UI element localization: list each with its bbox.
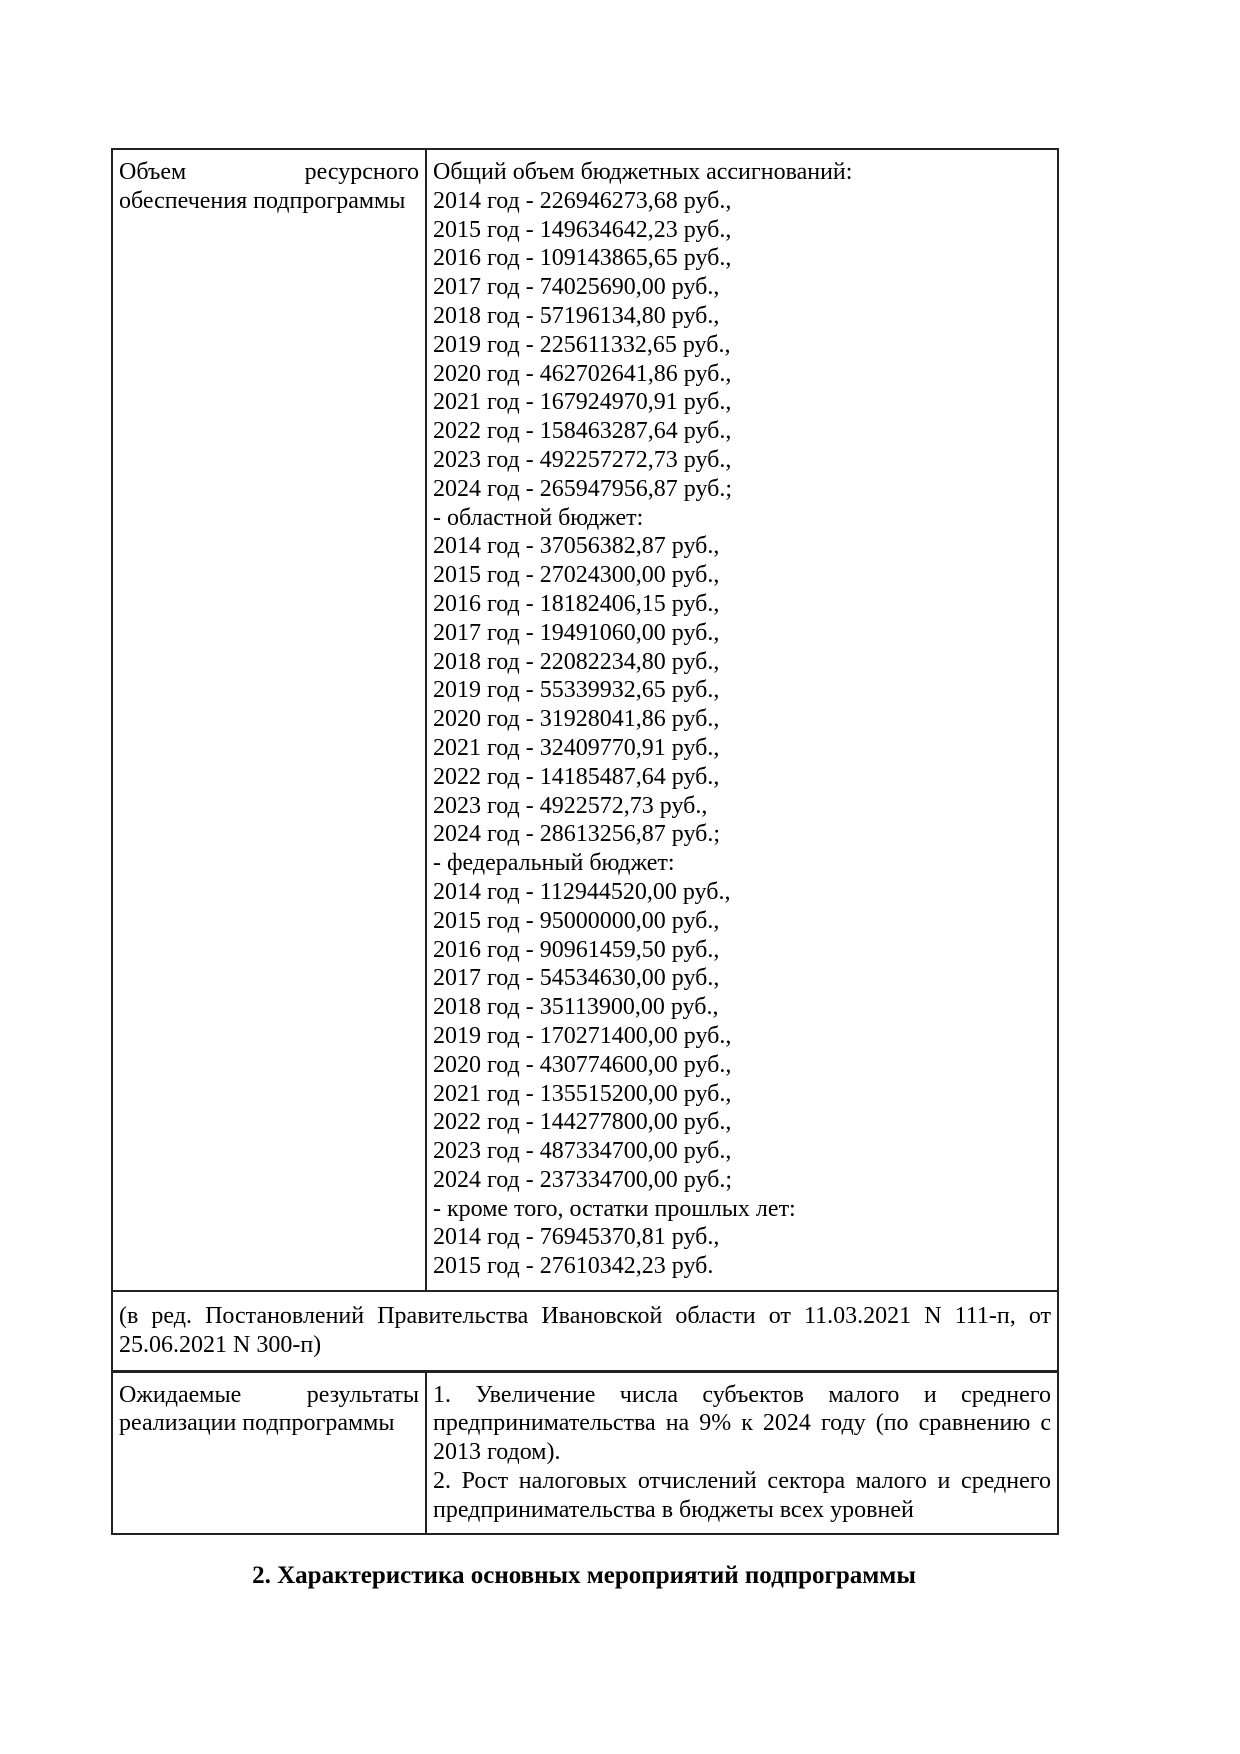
text-line: 2023 год - 487334700,00 руб., — [433, 1138, 732, 1165]
text-line: реализации подпрограммы — [119, 1410, 395, 1437]
text-line: 25.06.2021 N 300-п) — [119, 1331, 322, 1358]
text-line: 2016 год - 18182406,15 руб., — [433, 590, 720, 617]
text-line: 2022 год - 14185487,64 руб., — [433, 763, 720, 790]
text-line: 2017 год - 74025690,00 руб., — [433, 274, 720, 301]
text-line: Общий объем бюджетных ассигнований: — [433, 159, 853, 185]
section-heading: 2. Характеристика основных мероприятий подпрограммы — [252, 1562, 916, 1589]
text-line: 2016 год - 109143865,65 руб., — [433, 245, 732, 272]
cell-expected-results-label — [112, 1371, 426, 1534]
resource-volume-label — [119, 158, 419, 216]
paragraph — [433, 1467, 1051, 1525]
table-row-edition-note — [112, 1291, 1058, 1371]
text-line: 2019 год - 225611332,65 руб., — [433, 331, 731, 358]
text-line: Объем ресурсного — [119, 159, 419, 185]
text-line: - областной бюджет: — [433, 504, 644, 531]
text-line: 2018 год - 57196134,80 руб., — [433, 302, 720, 329]
text-line: 2013 годом). — [433, 1439, 561, 1466]
text-line: 2021 год - 167924970,91 руб., — [433, 389, 732, 416]
subprogram-passport-table — [111, 148, 1059, 1535]
text-line: 2017 год - 19491060,00 руб., — [433, 619, 720, 646]
text-line: 2021 год - 32409770,91 руб., — [433, 734, 720, 761]
text-line: 2. Рост налоговых отчислений сектора малого и среднего — [433, 1467, 1051, 1494]
table-row-resource-volume — [112, 149, 1058, 1291]
text-line: 2022 год - 158463287,64 руб., — [433, 418, 732, 445]
text-line: 2015 год - 27024300,00 руб., — [433, 562, 720, 589]
text-line: 2020 год - 430774600,00 руб., — [433, 1051, 732, 1078]
text-line: предпринимательства на 9% к 2024 году (по сравнению с — [433, 1410, 1051, 1437]
text-line: 1. Увеличение числа субъектов малого и среднего — [433, 1381, 1051, 1408]
edition-note — [119, 1302, 1051, 1360]
text-line: 2022 год - 144277800,00 руб., — [433, 1109, 732, 1136]
paragraph — [433, 1381, 1051, 1467]
text-line: 2017 год - 54534630,00 руб., — [433, 965, 720, 992]
text-line: 2024 год - 265947956,87 руб.; — [433, 475, 733, 502]
text-line: 2014 год - 76945370,81 руб., — [433, 1224, 720, 1251]
text-line: 2020 год - 31928041,86 руб., — [433, 706, 720, 733]
cell-resource-volume-label — [112, 149, 426, 1291]
text-line: 2014 год - 226946273,68 руб., — [433, 187, 732, 214]
text-line: 2015 год - 149634642,23 руб., — [433, 216, 732, 243]
cell-expected-results — [426, 1371, 1058, 1534]
cell-edition-note — [112, 1291, 1058, 1371]
text-line: 2014 год - 112944520,00 руб., — [433, 878, 731, 905]
expected-results-text — [433, 1381, 1051, 1525]
text-line: 2016 год - 90961459,50 руб., — [433, 936, 720, 963]
expected-results-label — [119, 1381, 419, 1439]
text-line: - кроме того, остатки прошлых лет: — [433, 1195, 796, 1222]
text-line: 2024 год - 28613256,87 руб.; — [433, 821, 721, 848]
text-line: (в ред. Постановлений Правительства Ивановской области от 11.03.2021 N 111-п, от — [119, 1303, 1051, 1329]
cell-budget-allocations — [426, 149, 1058, 1291]
text-line: 2024 год - 237334700,00 руб.; — [433, 1166, 733, 1193]
text-line: 2019 год - 55339932,65 руб., — [433, 677, 720, 704]
text-line: 2015 год - 95000000,00 руб., — [433, 907, 720, 934]
text-line: - федеральный бюджет: — [433, 850, 675, 877]
text-line: 2018 год - 35113900,00 руб., — [433, 994, 719, 1021]
text-line: 2020 год - 462702641,86 руб., — [433, 360, 732, 387]
text-line: обеспечения подпрограммы — [119, 187, 406, 214]
text-line: Ожидаемые результаты — [119, 1381, 419, 1408]
text-line: 2015 год - 27610342,23 руб. — [433, 1253, 714, 1280]
text-line: 2021 год - 135515200,00 руб., — [433, 1080, 732, 1107]
text-line: 2019 год - 170271400,00 руб., — [433, 1022, 732, 1049]
budget-allocations-list — [433, 158, 1051, 1281]
text-line: 2018 год - 22082234,80 руб., — [433, 648, 720, 675]
table-row-expected-results — [112, 1371, 1058, 1534]
text-line: предпринимательства в бюджеты всех уровней — [433, 1496, 914, 1523]
text-line: 2014 год - 37056382,87 руб., — [433, 533, 720, 560]
text-line: 2023 год - 4922572,73 руб., — [433, 792, 708, 819]
text-line: 2023 год - 492257272,73 руб., — [433, 446, 732, 473]
